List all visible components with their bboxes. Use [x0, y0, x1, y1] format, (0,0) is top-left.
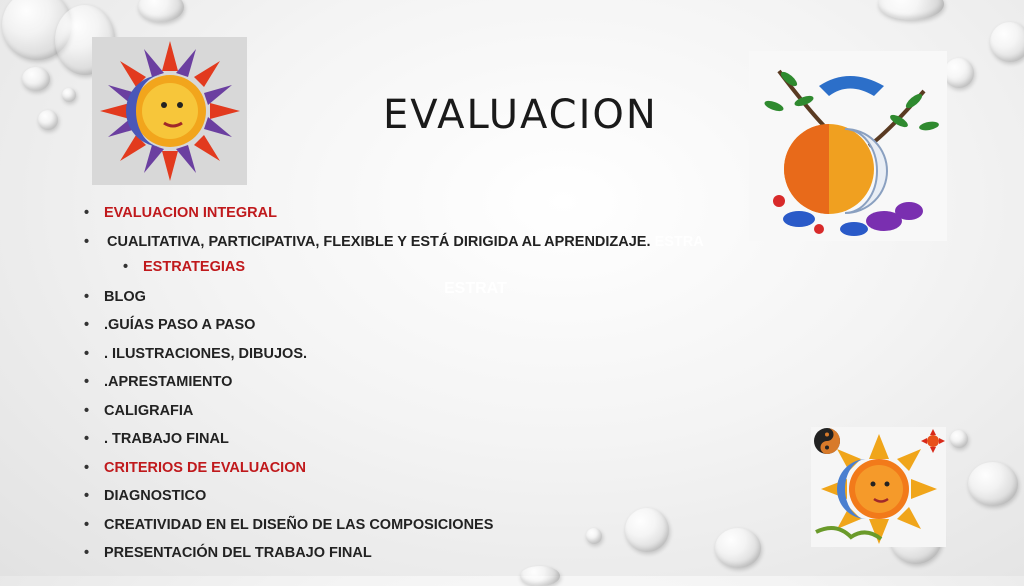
list-item: • . TRABAJO FINAL: [84, 430, 704, 459]
list-item: • PRESENTACIÓN DEL TRABAJO FINAL: [84, 544, 704, 573]
ghost-text: ESTRAT: [444, 280, 507, 297]
list-item: • ESTRATEGIAS: [123, 258, 704, 288]
list-item: • .GUÍAS PASO A PASO: [84, 316, 704, 345]
water-drop: [138, 0, 184, 22]
water-drop: [950, 430, 968, 448]
list-item: • EVALUACION INTEGRAL: [84, 204, 704, 233]
list-item: • CUALITATIVA, PARTICIPATIVA, FLEXIBLE Y ESTÁ DIRIGIDA AL APRENDIZAJE. ESTRA: [84, 233, 704, 258]
water-drop: [715, 528, 761, 568]
small-sun-icon: [920, 428, 946, 454]
water-drop: [968, 462, 1018, 506]
water-drop: [878, 0, 944, 20]
water-drop: [990, 22, 1024, 62]
water-drop: [38, 110, 58, 130]
sun-moon-eclipse-icon: [749, 51, 947, 241]
list-item: • BLOG: [84, 288, 704, 317]
bullet-list: [84, 204, 704, 573]
list-item: • CREATIVIDAD EN EL DISEÑO DE LAS COMPOSICIONES: [84, 516, 704, 545]
list-item: • .APRESTAMIENTO: [84, 373, 704, 402]
water-drop: [62, 88, 76, 102]
list-item: • . ILUSTRACIONES, DIBUJOS.: [84, 345, 704, 374]
water-drop: [22, 67, 50, 91]
list-item: • DIAGNOSTICO: [84, 487, 704, 516]
slide-title: EVALUACION: [383, 92, 658, 138]
list-item: • CRITERIOS DE EVALUACION: [84, 459, 704, 488]
water-drop: [944, 58, 974, 88]
sun-moon-tribal-icon: [92, 37, 247, 185]
yin-yang-icon: [813, 427, 841, 455]
list-item: • CALIGRAFIA: [84, 402, 704, 431]
ghost-text: ESTRA: [650, 233, 704, 250]
